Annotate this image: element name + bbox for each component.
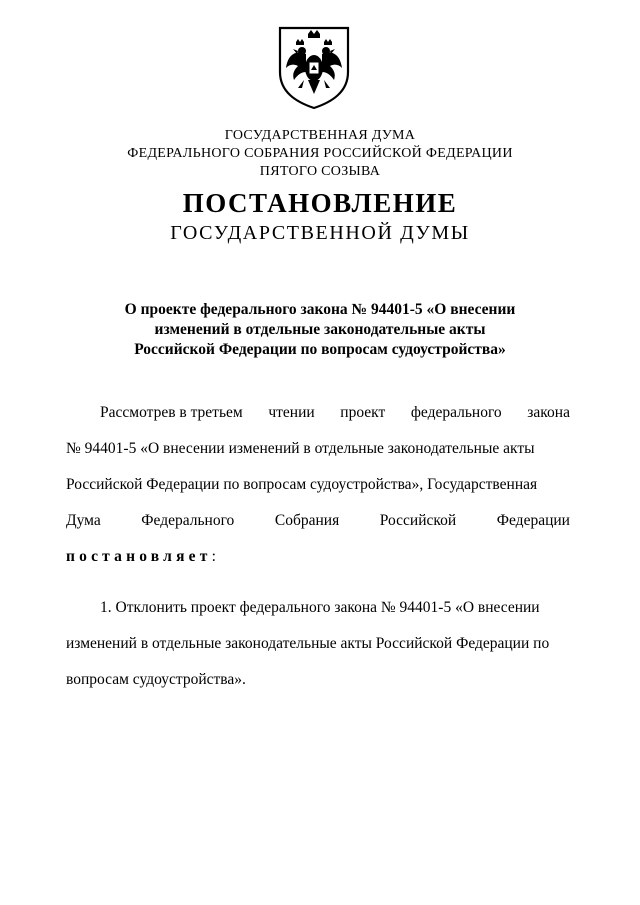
org-line-3: ПЯТОГО СОЗЫВА bbox=[259, 164, 381, 179]
preamble-word: чтении bbox=[268, 404, 315, 421]
preamble-word: Федерального bbox=[141, 512, 235, 529]
coat-of-arms-emblem bbox=[276, 24, 352, 110]
preamble-line-3: Российской Федерации по вопросам судоустройства», Государственная bbox=[66, 476, 538, 493]
preamble-line-2: № 94401-5 «О внесении изменений в отдельные законодательные акты bbox=[66, 440, 535, 457]
item-1-line-2: изменений в отдельные законодательные акты Российской Федерации по bbox=[66, 635, 550, 652]
subject-line-3: Российской Федерации по вопросам судоустройства» bbox=[134, 341, 506, 358]
preamble-word: Собрания bbox=[274, 512, 340, 529]
document-type-title: ПОСТАНОВЛЕНИЕ bbox=[182, 188, 458, 218]
org-line-2: ФЕДЕРАЛЬНОГО СОБРАНИЯ РОССИЙСКОЙ ФЕДЕРАЦИИ bbox=[127, 146, 513, 161]
preamble-line-4 bbox=[66, 511, 570, 531]
preamble-line-1 bbox=[100, 403, 570, 423]
subject-line-2: изменений в отдельные законодательные акты bbox=[154, 321, 486, 338]
preamble-word: Российской bbox=[379, 512, 457, 529]
preamble-word: федерального bbox=[410, 404, 502, 421]
preamble-word: закона bbox=[527, 404, 570, 421]
document-header bbox=[0, 127, 640, 181]
resolves-line bbox=[66, 547, 570, 567]
resolves-word: постановляет bbox=[66, 548, 212, 565]
double-headed-eagle-icon bbox=[276, 24, 352, 110]
subject-line-1: О проекте федерального закона № 94401-5 «О внесении bbox=[124, 301, 516, 318]
document-issuer: ГОСУДАРСТВЕННОЙ ДУМЫ bbox=[170, 222, 470, 244]
preamble-word: Федерации bbox=[496, 512, 570, 529]
item-1-line-1: 1. Отклонить проект федерального закона № 94401-5 «О внесении bbox=[100, 599, 540, 616]
preamble-word: Рассмотрев в третьем bbox=[100, 404, 243, 421]
item-1-line-3: вопросам судоустройства». bbox=[66, 671, 246, 688]
preamble-word: Дума bbox=[66, 512, 101, 529]
preamble-word: проект bbox=[340, 404, 386, 421]
document-subject bbox=[0, 300, 640, 360]
resolves-colon: : bbox=[211, 548, 216, 565]
org-line-1: ГОСУДАРСТВЕННАЯ ДУМА bbox=[224, 128, 416, 143]
